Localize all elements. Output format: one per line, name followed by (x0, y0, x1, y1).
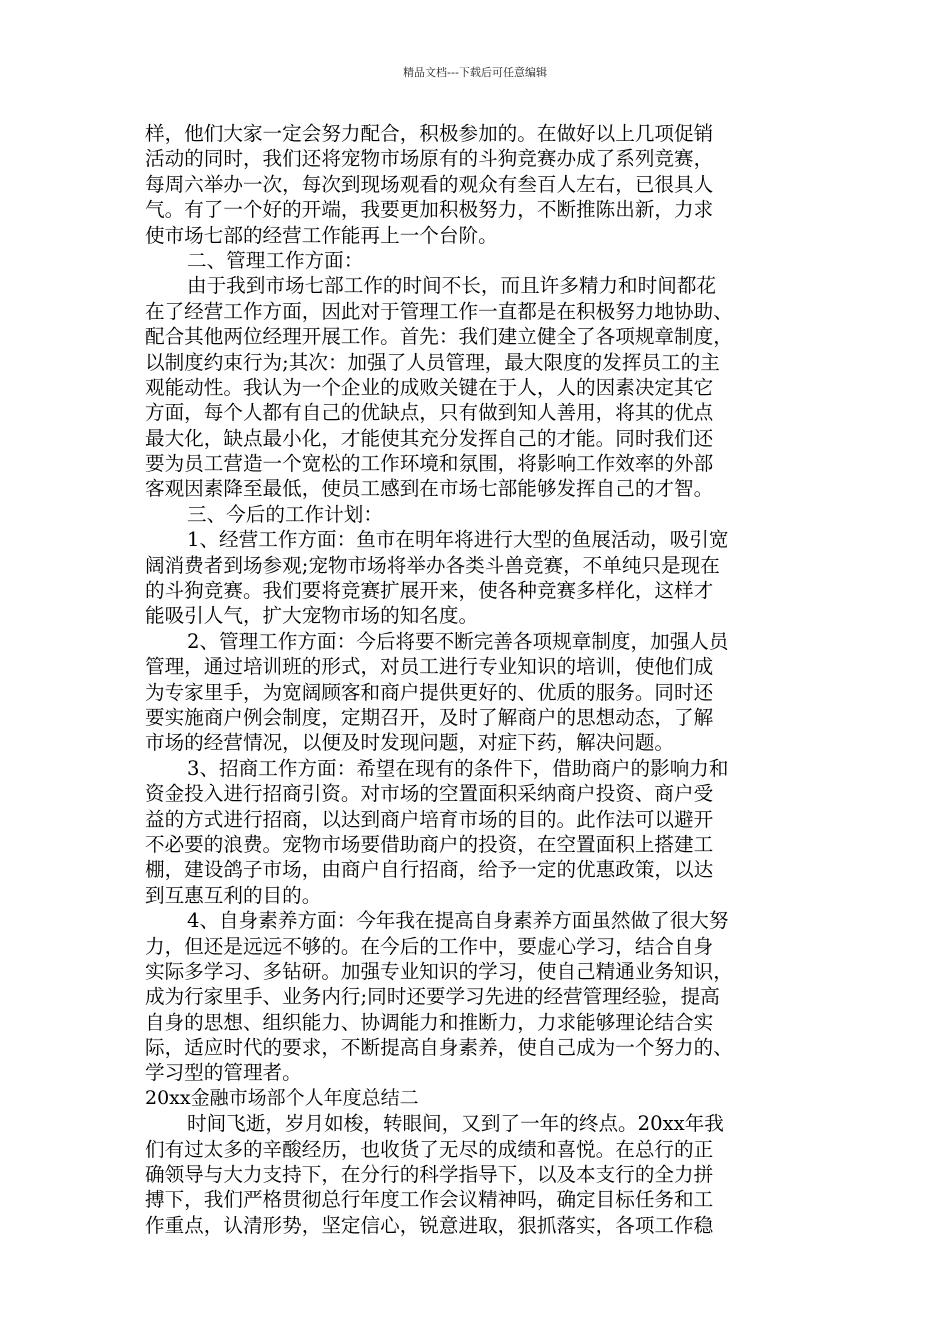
text-line: 作重点，认清形势，坚定信心，锐意进取，狠抓落实，各项工作稳 (145, 1213, 714, 1237)
text-line: 管理，通过培训班的形式，对员工进行专业知识的培训，使他们成 (145, 655, 714, 679)
text-line: 1、经营工作方面：鱼市在明年将进行大型的鱼展活动，吸引宽 (187, 528, 729, 552)
text-line: 以制度约束行为;其次：加强了人员管理，最大限度的发挥员工的主 (145, 350, 720, 374)
section-heading: 20xx金融市场部个人年度总结二 (145, 1086, 419, 1109)
text-line: 客观因素降至最低，使员工感到在市场七部能够发挥自己的才智。 (145, 477, 714, 501)
text-line: 时间飞逝，岁月如梭，转眼间，又到了一年的终点。20xx年我 (187, 1112, 724, 1136)
text-line: 资金投入进行招商引资。对市场的空置面积采纳商户投资、商户受 (145, 782, 714, 806)
text-line: 要为员工营造一个宽松的工作环境和氛围，将影响工作效率的外部 (145, 452, 714, 476)
text-line: 棚，建设鸽子市场，由商户自行招商，给予一定的优惠政策，以达 (145, 858, 714, 882)
text-line: 学习型的管理者。 (145, 1061, 302, 1085)
text-line: 每周六举办一次，每次到现场观看的观众有叁百人左右，已很具人 (145, 172, 714, 196)
text-line: 3、招商工作方面：希望在现有的条件下，借助商户的影响力和 (187, 756, 729, 780)
text-line: 的斗狗竞赛。我们要将竞赛扩展开来，使各种竞赛多样化，这样才 (145, 579, 714, 603)
text-line: 阔消费者到场参观;宠物市场将举办各类斗兽竞赛，不单纯只是现在 (145, 553, 720, 577)
text-line: 际，适应时代的要求，不断提高自身素养，使自己成为一个努力的、 (145, 1036, 733, 1060)
text-line: 样，他们大家一定会努力配合，积极参加的。在做好以上几项促销 (145, 122, 714, 145)
text-line: 在了经营工作方面，因此对于管理工作一直都是在积极努力地协助、 (145, 299, 733, 323)
text-line: 配合其他两位经理开展工作。首先：我们建立健全了各项规章制度， (145, 325, 733, 349)
text-line: 三、今后的工作计划： (187, 502, 383, 526)
text-line: 到互惠互利的目的。 (145, 883, 322, 907)
text-line: 自身的思想、组织能力、协调能力和推断力，力求能够理论结合实 (145, 1010, 714, 1034)
page-header: 精品文档---下载后可任意编辑 (403, 66, 547, 79)
text-line: 成为行家里手、业务内行;同时还要学习先进的经营管理经验，提高 (145, 985, 720, 1009)
text-line: 2、管理工作方面：今后将要不断完善各项规章制度，加强人员 (187, 629, 729, 653)
text-line: 要实施商户例会制度，定期召开，及时了解商户的思想动态，了解 (145, 705, 714, 729)
text-line: 气。有了一个好的开端，我要更加积极努力，不断推陈出新，力求 (145, 198, 714, 222)
document-body (145, 121, 813, 1238)
text-line: 4、自身素养方面：今年我在提高自身素养方面虽然做了很大努 (187, 909, 729, 933)
text-line: 确领导与大力支持下，在分行的科学指导下，以及本支行的全力拼 (145, 1163, 714, 1187)
text-line: 不必要的浪费。宠物市场要借助商户的投资，在空置面积上搭建工 (145, 832, 714, 856)
text-line: 力，但还是远远不够的。在今后的工作中，要虚心学习，结合自身 (145, 934, 714, 958)
text-line: 实际多学习、多钻研。加强专业知识的学习，使自己精通业务知识， (145, 959, 733, 983)
text-line: 市场的经营情况，以便及时发现问题，对症下药，解决问题。 (145, 731, 675, 755)
text-line: 搏下，我们严格贯彻总行年度工作会议精神吗，确定目标任务和工 (145, 1188, 714, 1212)
text-line: 方面，每个人都有自己的优缺点，只有做到知人善用，将其的优点 (145, 401, 714, 425)
text-line: 活动的同时，我们还将宠物市场原有的斗狗竞赛办成了系列竞赛， (145, 147, 714, 171)
text-line: 能吸引人气，扩大宠物市场的知名度。 (145, 604, 479, 628)
text-line: 二、管理工作方面： (187, 248, 364, 272)
text-line: 益的方式进行招商，以达到商户培育市场的目的。此作法可以避开 (145, 807, 714, 831)
text-line: 由于我到市场七部工作的时间不长，而且许多精力和时间都花 (187, 274, 717, 298)
text-line: 们有过太多的辛酸经历，也收货了无尽的成绩和喜悦。在总行的正 (145, 1137, 714, 1161)
text-line: 为专家里手，为宽阔顾客和商户提供更好的、优质的服务。同时还 (145, 680, 714, 704)
text-line: 最大化，缺点最小化，才能使其充分发挥自己的才能。同时我们还 (145, 426, 714, 450)
text-line: 观能动性。我认为一个企业的成败关键在于人，人的因素决定其它 (145, 375, 714, 399)
text-line: 使市场七部的经营工作能再上一个台阶。 (145, 223, 498, 247)
